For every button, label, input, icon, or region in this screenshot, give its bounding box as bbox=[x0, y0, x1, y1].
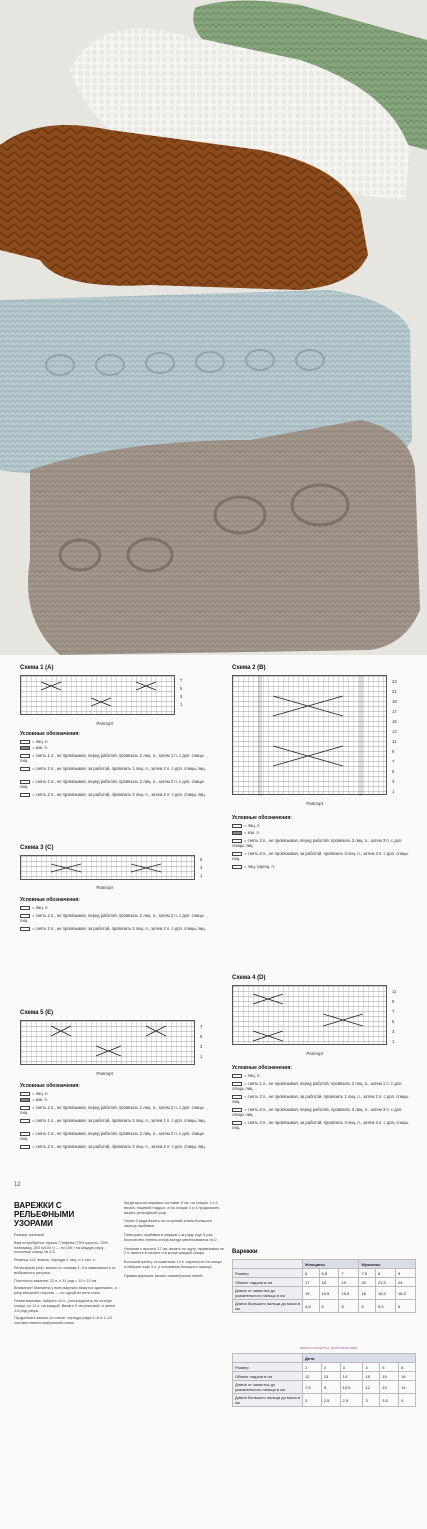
table-header: Женщины bbox=[303, 1260, 359, 1269]
scheme3-cables bbox=[21, 856, 196, 881]
legend1-item: = снять 2 п., не провязывая, за работой, провязать 2 лиц. п., затем 2 п. с доп. спицы лиц. bbox=[20, 792, 210, 797]
purl-symbol-icon bbox=[20, 1098, 30, 1102]
legend3-item: = лиц. п. bbox=[20, 905, 210, 910]
scheme1-row-numbers: 7 5 3 1 bbox=[180, 678, 183, 707]
size-table-kids bbox=[232, 1353, 416, 1407]
legend4-item: = снять 2 п., не провязывая, за работой, провязать 1 лиц. п., затем 2 п. с доп. спицы лиц. bbox=[232, 1094, 409, 1104]
scheme4-rapport: Раппорт bbox=[306, 1051, 324, 1056]
article-paragraph: Через 2 ряда вязать по сторонам клина большого пальца прибавки. bbox=[124, 1219, 213, 1229]
watermark: www.li.ru/users/i_lovehandmade bbox=[300, 1345, 358, 1350]
legend2-item: = лиц. скрещ. п. bbox=[232, 864, 412, 869]
scheme2-rapport: Раппорт bbox=[306, 801, 324, 806]
article-paragraph: Большой палец: отложенные 14 п. перенести на спицы и набрать еще 3 п. у основания большого пальца. bbox=[124, 1260, 222, 1269]
legend4-title: Условные обозначения: bbox=[232, 1065, 292, 1071]
table-row: Длина от запястья до указательного пальца в см 7,5 9 10,5 12 13 14 bbox=[233, 1381, 416, 1394]
table-row: Размер 6 6,5 7 7,5 8 9 bbox=[233, 1269, 416, 1278]
legend3-item: = снять 2 п., не провязывая, за работой, провязать 2 лиц. п., затем 2 п. с доп. спицы лиц. bbox=[20, 926, 210, 931]
scheme4-cables bbox=[233, 986, 388, 1046]
legend5-title: Условные обозначения: bbox=[20, 1083, 80, 1089]
legend1-title: Условные обозначения: bbox=[20, 731, 80, 737]
table-row: Обхват ладони в см 17 18 19 20 21,5 24 bbox=[233, 1278, 416, 1287]
size-table-adults bbox=[232, 1259, 416, 1313]
legend2-item: = снять 3 п., не провязывая, за работой, провязать 3 лиц. п., затем 3 п. с доп. спицы лиц. bbox=[232, 851, 409, 861]
cable-symbol-icon bbox=[20, 767, 30, 771]
legend5-item: = снять 1 п., не провязывая, за работой, провязать 2 лиц. п., затем 1 п. с доп. спицы лиц. bbox=[20, 1118, 210, 1123]
table-row bbox=[233, 1260, 416, 1269]
cable-symbol-icon bbox=[20, 793, 30, 797]
legend4-item: = снять 1 п., не провязывая, перед работой, провязать 2 лиц. п., затем 1 п. с доп. спицы лиц. bbox=[232, 1081, 403, 1091]
legend1-item: = лиц. п. bbox=[20, 739, 210, 744]
legend1-item: = снять 2 п., не провязывая, перед работой, провязать 2 лиц. п., затем 2 п. с доп. спицы лиц. bbox=[20, 779, 204, 789]
knit-symbol-icon bbox=[232, 1074, 242, 1078]
scheme1-cables bbox=[21, 676, 176, 716]
legend5-item: = лиц. п. bbox=[20, 1091, 210, 1096]
scheme3-chart bbox=[20, 855, 195, 880]
table-row: Длина большого пальца до мыса в см 4,5 5 5 5 5,5 6 bbox=[233, 1300, 416, 1313]
scheme2-cables bbox=[233, 676, 388, 796]
scheme4-row-numbers: 11 9 7 5 3 1 bbox=[392, 989, 397, 1044]
scheme3-row-numbers: 5 3 1 bbox=[200, 857, 203, 878]
scheme3-rapport: Раппорт bbox=[96, 885, 114, 890]
table-row: Обхват ладони в см 12 13 14 15 15 16 bbox=[233, 1372, 416, 1381]
legend2-item: = лиц. п. bbox=[232, 823, 412, 828]
article-col2 bbox=[124, 1201, 224, 1283]
scheme1-rapport: Раппорт bbox=[96, 721, 114, 726]
article-paragraph: Вам потребуется: пряжа 7 Veljesta (75% шерсть, 25% полиамид, 200 м/100 г) — по 100 г на каждую пару; носочные спицы № 3,5. bbox=[14, 1240, 108, 1255]
scheme4-chart bbox=[232, 985, 387, 1045]
pattern-page bbox=[0, 655, 427, 1529]
table-header: Дети bbox=[303, 1354, 416, 1363]
purl-symbol-icon bbox=[232, 831, 242, 835]
twisted-stitch-icon bbox=[232, 865, 242, 869]
article-paragraph: Резинка 1x1: вязать, чередуя 1 лиц. и 1 изн. п. bbox=[14, 1258, 96, 1263]
cable-symbol-icon bbox=[20, 1145, 30, 1149]
article-paragraph: Плотность вязания: 22 п. х 31 ряд = 10 х 10 см. bbox=[14, 1278, 98, 1283]
legend1-item: = изн. п. bbox=[20, 745, 210, 750]
page-number: 12 bbox=[14, 1182, 21, 1188]
legend5-item: = изн. п. bbox=[20, 1097, 210, 1102]
legend4-item: = снять 3 п., не провязывая, перед работой, провязать 3 лиц. п., затем 3 п. с доп. спицы лиц. bbox=[232, 1107, 403, 1117]
scheme4-title: Схема 4 (D) bbox=[232, 975, 266, 981]
article-paragraph: Повторить прибавки в каждом 2-м ряду еще 5 раз. Количество петель клина всегда увеличивается на 2. bbox=[124, 1232, 218, 1242]
legend4-item: = лиц. п. bbox=[232, 1073, 412, 1078]
legend3-item: = снять 2 п., не провязывая, перед работой, провязать 2 лиц. п., затем 2 п. с доп. спицы лиц. bbox=[20, 913, 204, 923]
article-col1 bbox=[14, 1233, 119, 1329]
scheme5-row-numbers: 7 5 3 1 bbox=[200, 1024, 203, 1059]
knit-symbol-icon bbox=[232, 824, 242, 828]
legend1-item: = снять 2 п., не провязывая, за работой, провязать 1 лиц. п., затем 2 п. с доп. спицы лиц. bbox=[20, 766, 210, 771]
scheme5-cables bbox=[21, 1021, 196, 1066]
scheme1-title: Схема 1 (А) bbox=[20, 665, 54, 671]
article-paragraph: Продолжить вязать по схеме, чередуя ряды 1–8 и 1–24 соответственно выбранной схеме. bbox=[14, 1316, 112, 1326]
legend5-item: = снять 2 п., не провязывая, перед работой, провязать 1 лиц. п., затем 2 п. с доп. спицы лиц. bbox=[20, 1105, 204, 1115]
knit-symbol-icon bbox=[20, 906, 30, 910]
article-paragraph: Внимание! Манжеты у всех варежек вяжутся одинаково, а узор внешней стороны — по одной из пяти схем. bbox=[14, 1286, 117, 1296]
mittens-illustration bbox=[0, 0, 427, 655]
knit-symbol-icon bbox=[20, 740, 30, 744]
article-paragraph: Размер: женский bbox=[14, 1233, 44, 1237]
scheme1-chart bbox=[20, 675, 175, 715]
article-paragraph: Рельефный узор: вязать по схемам 1–5 в зависимости от выбранного рисунка. bbox=[14, 1265, 116, 1275]
purl-symbol-icon bbox=[20, 746, 30, 750]
scheme2-chart bbox=[232, 675, 387, 795]
legend1-item: = снять 1 п., не провязывая, перед работой, провязать 2 лиц. п., затем 1 п. с доп. спицы лиц. bbox=[20, 753, 204, 763]
scheme5-chart bbox=[20, 1020, 195, 1065]
article-paragraph: Левая варежка: набрать 44 п., распределить на четыре спицы, по 11 п. на каждой. Вязать 5 см резинкой, а затем 1-й ряд узора. bbox=[14, 1298, 116, 1313]
table-title: Варежки bbox=[232, 1249, 258, 1255]
legend4-item: = снять 3 п., не провязывая, за работой, провязать 3 лиц. п., затем 3 п. с доп. спицы лиц. bbox=[232, 1120, 409, 1130]
article-paragraph: Начиная с высоты 17 см, вязать по кругу, провязывая по 2 п. вместе в начале и в конце каждой спицы. bbox=[124, 1246, 224, 1256]
legend3-title: Условные обозначения: bbox=[20, 897, 80, 903]
legend2-item: = изн. п. bbox=[232, 830, 412, 835]
table-row bbox=[233, 1354, 416, 1363]
mittens-photo bbox=[0, 0, 427, 655]
scheme2-title: Схема 2 (В) bbox=[232, 665, 266, 671]
article-paragraph: Когда высота варежки составит 9 см, на спицах 1 и 2 вязать лицевой гладью, а на спицах 3 и 4 продолжить вязать рельефный узор. bbox=[124, 1201, 220, 1215]
legend2-item: = снять 3 п., не провязывая, перед работой, провязать 3 лиц. п., затем 3 п. с доп. спицы лиц. bbox=[232, 838, 403, 848]
article-paragraph: Правая варежка: вязать симметрично левой. bbox=[124, 1273, 204, 1278]
table-row: Размер 1 2 3 4 5 6 bbox=[233, 1363, 416, 1372]
knit-symbol-icon bbox=[20, 1092, 30, 1096]
legend5-item: = снять 2 п., не провязывая, за работой, провязать 2 лиц. п., затем 2 п. с доп. спицы лиц. bbox=[20, 1144, 210, 1149]
legend5-item: = снять 2 п., не провязывая, перед работой, провязать 2 лиц. п., затем 2 п. с доп. спицы лиц. bbox=[20, 1131, 204, 1141]
cable-symbol-icon bbox=[20, 1119, 30, 1123]
table-row: Длина большого пальца до мыса в см 2 2,5 2,5 3 3,5 4 bbox=[233, 1394, 416, 1407]
scheme2-row-numbers: 23 21 19 17 15 13 11 9 7 5 3 1 bbox=[392, 679, 397, 794]
legend2-title: Условные обозначения: bbox=[232, 815, 292, 821]
table-row: Длина от запястья до указательного пальца в см 15 15,5 15,5 16 16,5 16,5 bbox=[233, 1287, 416, 1300]
scheme5-rapport: Раппорт bbox=[96, 1071, 114, 1076]
cable-symbol-icon bbox=[20, 927, 30, 931]
table-header: Мужчины bbox=[359, 1260, 416, 1269]
scheme3-title: Схема 3 (С) bbox=[20, 845, 54, 851]
article-title: ВАРЕЖКИ С РЕЛЬЕФНЫМИ УЗОРАМИ bbox=[14, 1201, 75, 1228]
scheme5-title: Схема 5 (Е) bbox=[20, 1010, 54, 1016]
